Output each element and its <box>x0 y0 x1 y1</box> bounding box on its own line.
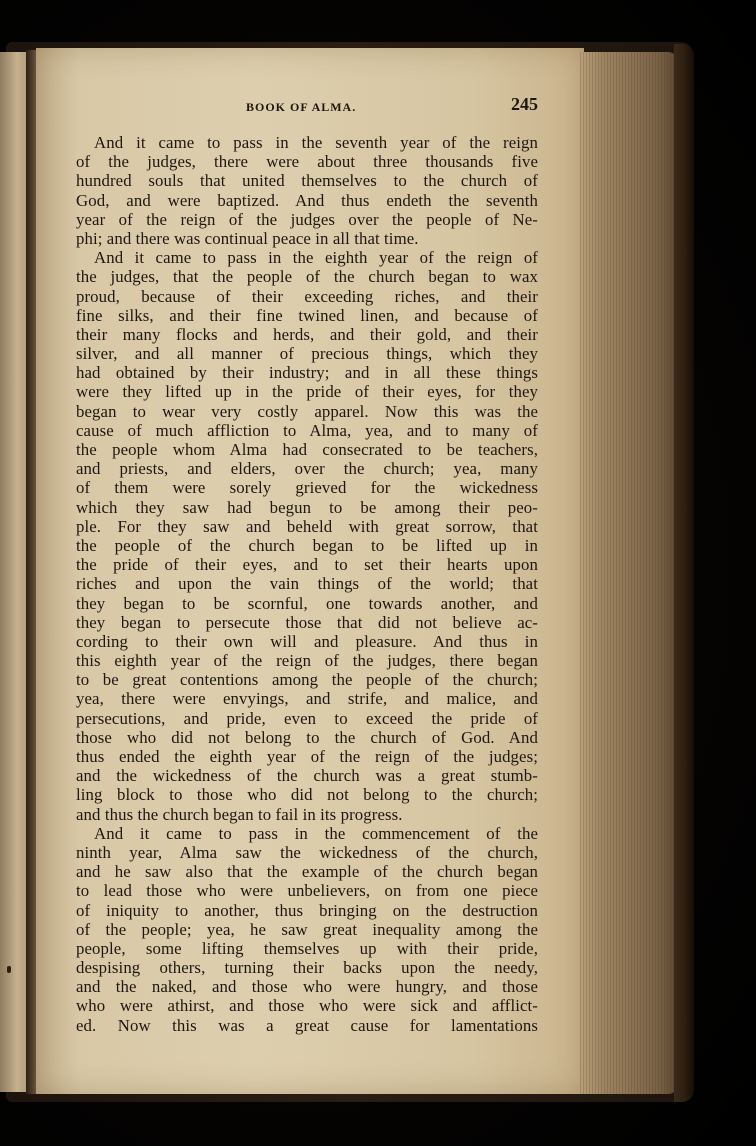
running-head: BOOK OF ALMA. <box>246 100 357 114</box>
text-line: the people of the church began to be lifted up in <box>76 535 538 555</box>
text-line: ninth year, Alma saw the wickedness of the church, <box>76 842 538 862</box>
text-line: phi; and there was continual peace in all that time. <box>76 228 419 248</box>
page-fore-edge <box>580 52 678 1094</box>
text-line: of iniquity to another, thus bringing on the destruction <box>76 900 538 920</box>
text-line: their many flocks and herds, and their gold, and their <box>76 324 538 344</box>
text-line: despising others, turning their backs upon the needy, <box>76 958 538 978</box>
text-line: cording to their own will and pleasure. And thus in <box>76 631 538 651</box>
text-line: were they lifted up in the pride of their eyes, for they <box>76 382 538 402</box>
text-line: cause of much affliction to Alma, yea, and to many of <box>76 420 538 440</box>
page-header <box>80 96 540 120</box>
text-line: silver, and all manner of precious things, which they <box>76 344 538 364</box>
text-line: which they saw had begun to be among their peo- <box>76 497 538 517</box>
text-line: they began to be scornful, one towards another, and <box>76 593 538 613</box>
text-line: the pride of their eyes, and to set their hearts upon <box>76 555 538 575</box>
text-line: hundred souls that united themselves to the church of <box>76 171 538 191</box>
text-line: who were athirst, and those who were sick and afflict- <box>76 996 538 1016</box>
body-text <box>76 133 538 1035</box>
text-line: persecutions, and pride, even to exceed the pride of <box>76 708 538 728</box>
text-line: ling block to those who did not belong to the church; <box>76 785 538 805</box>
text-line: ple. For they saw and beheld with great sorrow, that <box>76 516 538 536</box>
text-line: And it came to pass in the commencement of the <box>94 823 538 843</box>
text-line: had obtained by their industry; and in all these things <box>76 363 538 383</box>
text-line: and the naked, and those who were hungry, and those <box>76 977 538 997</box>
text-line: year of the reign of the judges over the people of Ne- <box>76 209 538 229</box>
text-line: to be great contentions among the people of the church; <box>76 670 538 690</box>
text-line: God, and were baptized. And thus endeth the seventh <box>76 190 538 210</box>
page-number: 245 <box>511 94 538 114</box>
text-line: those who did not belong to the church of God. And <box>76 727 538 747</box>
text-line: of them were sorely grieved for the wickedness <box>76 478 538 498</box>
text-line: and he saw also that the example of the church began <box>76 862 538 882</box>
text-line: And it came to pass in the seventh year of the reign <box>94 133 538 152</box>
text-line: riches and upon the vain things of the world; that <box>76 574 538 594</box>
text-line: fine silks, and their fine twined linen, and because of <box>76 305 538 325</box>
dirt-speck <box>7 966 11 973</box>
text-line: thus ended the eighth year of the reign of the judges; <box>76 747 538 766</box>
text-line: of the people; yea, he saw great inequality among the <box>76 919 538 939</box>
text-line: yea, there were envyings, and strife, and malice, and <box>76 689 538 709</box>
text-line: the people whom Alma had consecrated to be teachers, <box>76 440 538 459</box>
cover-edge <box>674 44 694 1102</box>
text-line: and the wickedness of the church was a great stumb- <box>76 766 538 786</box>
text-line: the judges, that the people of the church began to wax <box>76 267 538 287</box>
text-line: ed. Now this was a great cause for lamentations <box>76 1015 538 1035</box>
text-line: this eighth year of the reign of the judges, there began <box>76 651 538 671</box>
text-line: of the judges, there were about three thousands five <box>76 152 538 172</box>
text-line: proud, because of their exceeding riches, and their <box>76 286 538 306</box>
text-line: people, some lifting themselves up with their pride, <box>76 938 538 958</box>
text-line: And it came to pass in the eighth year of the reign of <box>94 248 538 268</box>
text-line: they began to persecute those that did not believe ac- <box>76 612 538 632</box>
text-line: to lead those who were unbelievers, on from one piece <box>76 881 538 901</box>
text-line: began to wear very costly apparel. Now this was the <box>76 401 538 421</box>
text-line: and thus the church began to fail in its progress. <box>76 804 403 824</box>
text-line: and priests, and elders, over the church; yea, many <box>76 459 538 479</box>
